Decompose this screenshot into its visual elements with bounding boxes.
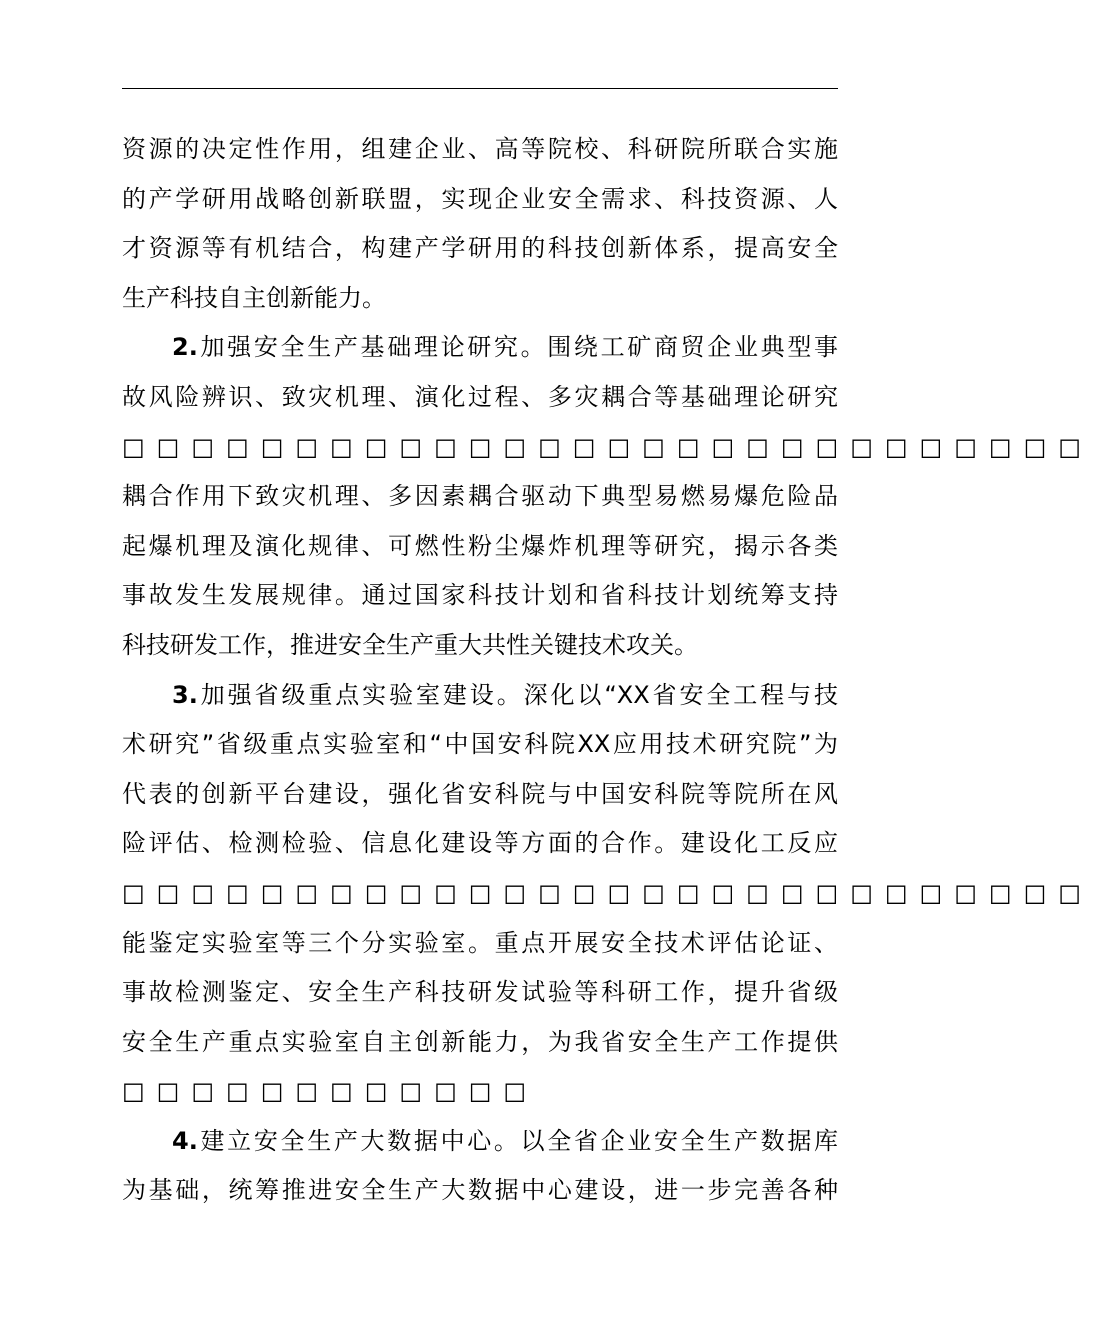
text-line <box>122 1166 838 1216</box>
line-text: 生产科技自主创新能力。 <box>122 283 386 312</box>
text-line <box>122 968 838 1018</box>
line-text: 起爆机理及演化规律、可燃性粉尘爆炸机理等研究，揭示各类 <box>122 531 838 560</box>
line-text: 术研究”省级重点实验室和“中国安科院XX应用技术研究院”为 <box>122 730 838 759</box>
text-line <box>122 472 838 522</box>
text-line <box>122 522 838 572</box>
line-text: 资源的决定性作用，组建企业、高等院校、科研院所联合实施 <box>122 135 838 163</box>
text-line <box>122 770 838 820</box>
item-number: 4. <box>172 1126 198 1155</box>
text-line <box>122 919 838 969</box>
text-line <box>122 720 838 770</box>
header-rule <box>122 88 838 89</box>
text-line <box>122 373 838 423</box>
text-line <box>122 621 838 671</box>
line-text: □□□□□□□□□□□□□□□□□□□□□□□□□□□□ <box>122 878 1093 907</box>
text-line <box>122 274 838 324</box>
line-text: 为基础，统筹推进安全生产大数据中心建设，进一步完善各种 <box>122 1176 838 1205</box>
line-text: 代表的创新平台建设，强化省安科院与中国安科院等院所在风 <box>122 779 838 808</box>
line-text: 安全生产重点实验室自主创新能力，为我省安全生产工作提供 <box>122 1027 838 1056</box>
text-line <box>122 819 838 869</box>
line-text: 才资源等有机结合，构建产学研用的科技创新体系，提高安全 <box>122 234 838 263</box>
line-text: 险评估、检测检验、信息化建设等方面的合作。建设化工反应 <box>122 829 838 858</box>
line-text: 事故发生发展规律。通过国家科技计划和省科技计划统筹支持 <box>122 581 838 610</box>
text-line <box>122 323 838 373</box>
item-number: 2. <box>172 333 198 362</box>
text-line <box>122 1117 838 1167</box>
line-text: □□□□□□□□□□□□ <box>122 1077 539 1106</box>
text-line <box>122 571 838 621</box>
text-line <box>122 423 1093 473</box>
text-line <box>122 671 838 721</box>
line-text: 耦合作用下致灾机理、多因素耦合驱动下典型易燃易爆危险品 <box>122 482 838 511</box>
item-number: 3. <box>172 680 198 709</box>
line-text: 能鉴定实验室等三个分实验室。重点开展安全技术评估论证、 <box>122 928 838 957</box>
text-line <box>122 869 1093 919</box>
body-text <box>122 125 1093 1216</box>
line-text: □□□□□□□□□□□□□□□□□□□□□□□□□□□□ <box>122 432 1093 461</box>
line-text: 建立安全生产大数据中心。以全省企业安全生产数据库 <box>197 1126 838 1155</box>
line-text: 故风险辨识、致灾机理、演化过程、多灾耦合等基础理论研究 <box>122 382 838 411</box>
line-text: 加强安全生产基础理论研究。围绕工矿商贸企业典型事 <box>197 333 838 362</box>
line-text: 加强省级重点实验室建设。深化以“XX省安全工程与技 <box>197 680 838 709</box>
text-line <box>122 1018 838 1068</box>
text-line <box>122 1067 838 1117</box>
line-text: 的产学研用战略创新联盟，实现企业安全需求、科技资源、人 <box>122 184 838 213</box>
text-line <box>122 224 838 274</box>
text-line <box>122 175 838 225</box>
line-text: 科技研发工作，推进安全生产重大共性关键技术攻关。 <box>122 630 698 659</box>
line-text: 事故检测鉴定、安全生产科技研发试验等科研工作，提升省级 <box>122 978 838 1007</box>
text-line <box>122 125 838 175</box>
